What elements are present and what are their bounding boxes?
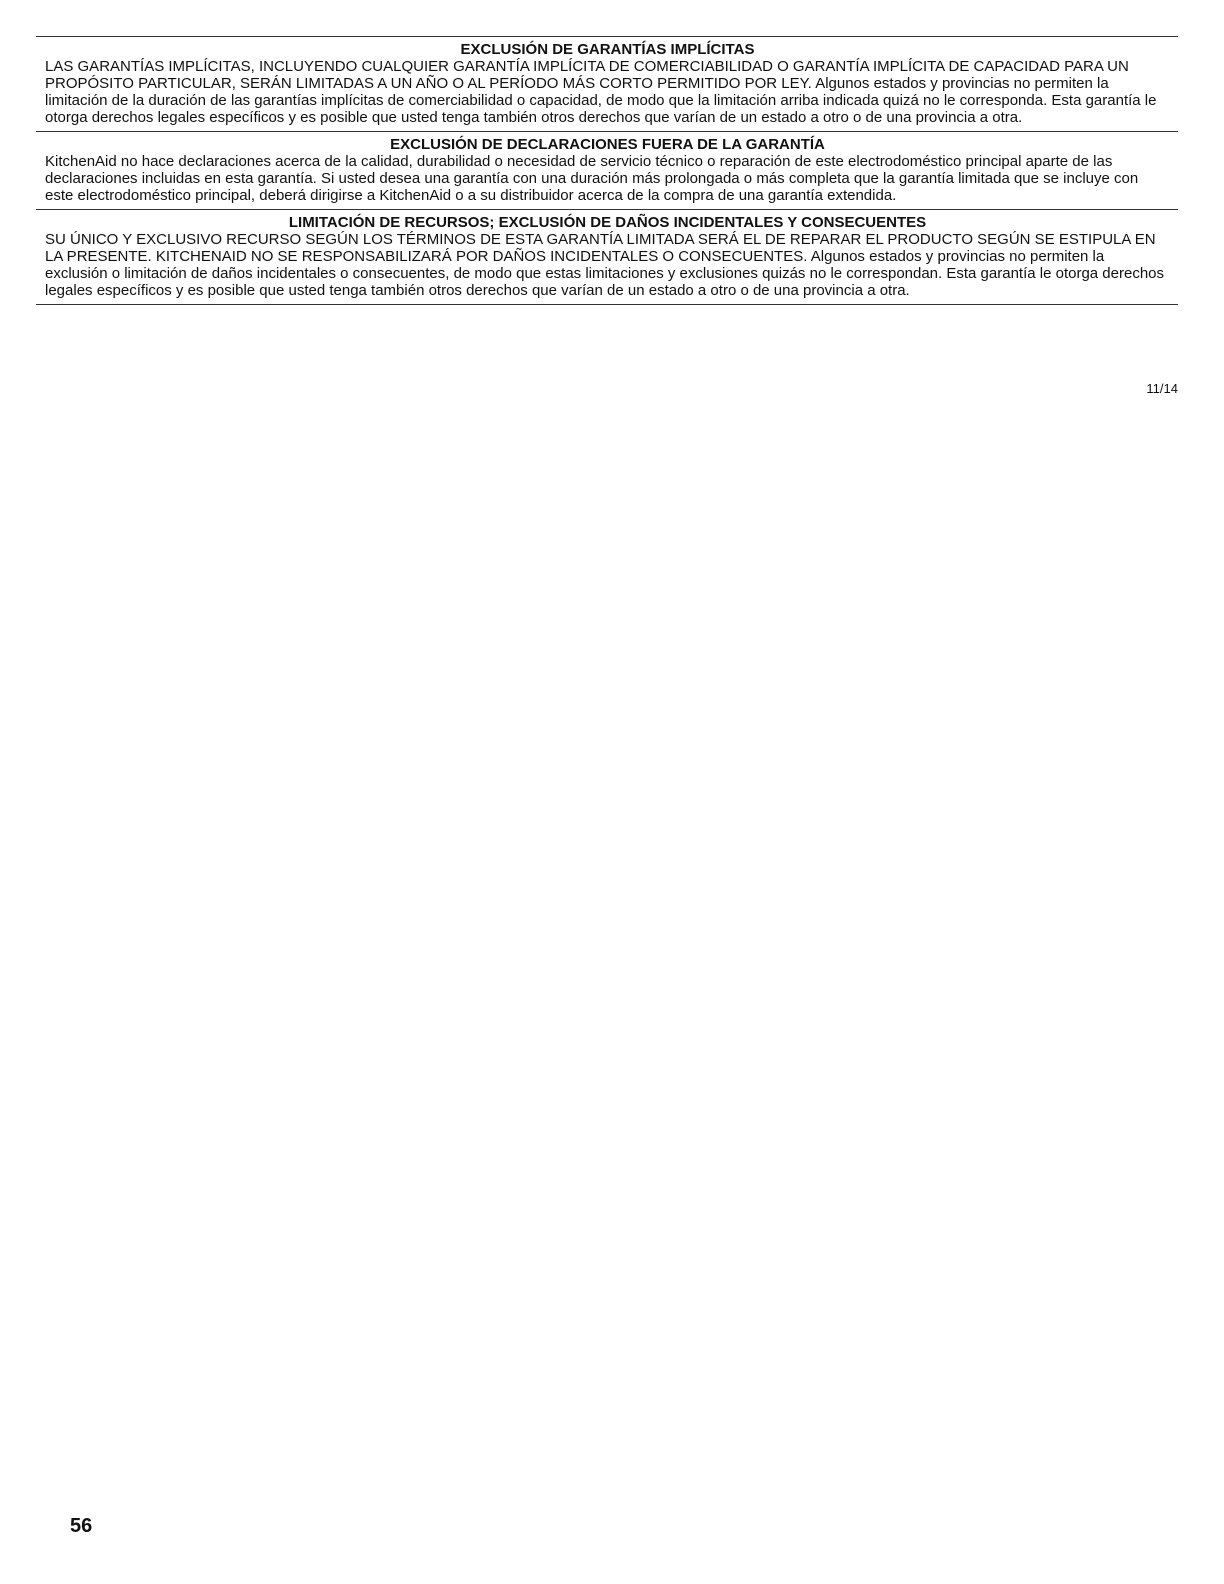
warranty-sections	[36, 36, 1178, 305]
section-divider	[36, 304, 1178, 305]
page-number: 56	[70, 1515, 93, 1537]
revision-date: 11/14	[1146, 381, 1178, 396]
section-title: EXCLUSIÓN DE GARANTÍAS IMPLÍCITAS	[460, 41, 755, 58]
section-title: LIMITACIÓN DE RECURSOS; EXCLUSIÓN DE DAÑOS INCIDENTALES Y CONSECUENTES	[288, 214, 927, 231]
section-body: KitchenAid no hace declaraciones acerca de la calidad, durabilidad o necesidad de servicio técnico o reparación de este electrodoméstico principal aparte de las declaraciones incluidas en esta garantía. Si usted desea una garantía con una duración más prolongada o más completa que la garantía limitada que se incluye con este electrodoméstico principal, deberá dirigirse a KitchenAid o a su distribuidor acerca de la compra de una garantía extendida.	[45, 153, 1139, 204]
section-title: EXCLUSIÓN DE DECLARACIONES FUERA DE LA GARANTÍA	[390, 136, 825, 153]
section-implied-warranties	[36, 37, 1178, 131]
section-limitation-of-remedies	[36, 210, 1178, 304]
section-body: LAS GARANTÍAS IMPLÍCITAS, INCLUYENDO CUALQUIER GARANTÍA IMPLÍCITA DE COMERCIABILIDAD O GARANTÍA IMPLÍCITA DE CAPACIDAD PARA UN PROPÓSITO PARTICULAR, SERÁN LIMITADAS A UN AÑO O AL PERÍODO MÁS CORTO PERMITIDO POR LEY. Algunos estados y provincias no permiten la limitación de la duración de las garantías implícitas de comerciabilidad o capacidad, de modo que la limitación arriba indicada quizá no le corresponda. Esta garantía le otorga derechos legales específicos y es posible que usted tenga también otros derechos que varían de un estado a otro o de una provincia a otra.	[45, 58, 1157, 126]
section-body: SU ÚNICO Y EXCLUSIVO RECURSO SEGÚN LOS TÉRMINOS DE ESTA GARANTÍA LIMITADA SERÁ EL DE REPARAR EL PRODUCTO SEGÚN SE ESTIPULA EN LA PRESENTE. KITCHENAID NO SE RESPONSABILIZARÁ POR DAÑOS INCIDENTALES O CONSECUENTES. Algunos estados y provincias no permiten la exclusión o limitación de daños incidentales o consecuentes, de modo que estas limitaciones y exclusiones quizás no le correspondan. Esta garantía le otorga derechos legales específicos y es posible que usted tenga también otros derechos que varían de un estado a otro o de una provincia a otra.	[45, 231, 1165, 299]
section-representations	[36, 132, 1178, 209]
